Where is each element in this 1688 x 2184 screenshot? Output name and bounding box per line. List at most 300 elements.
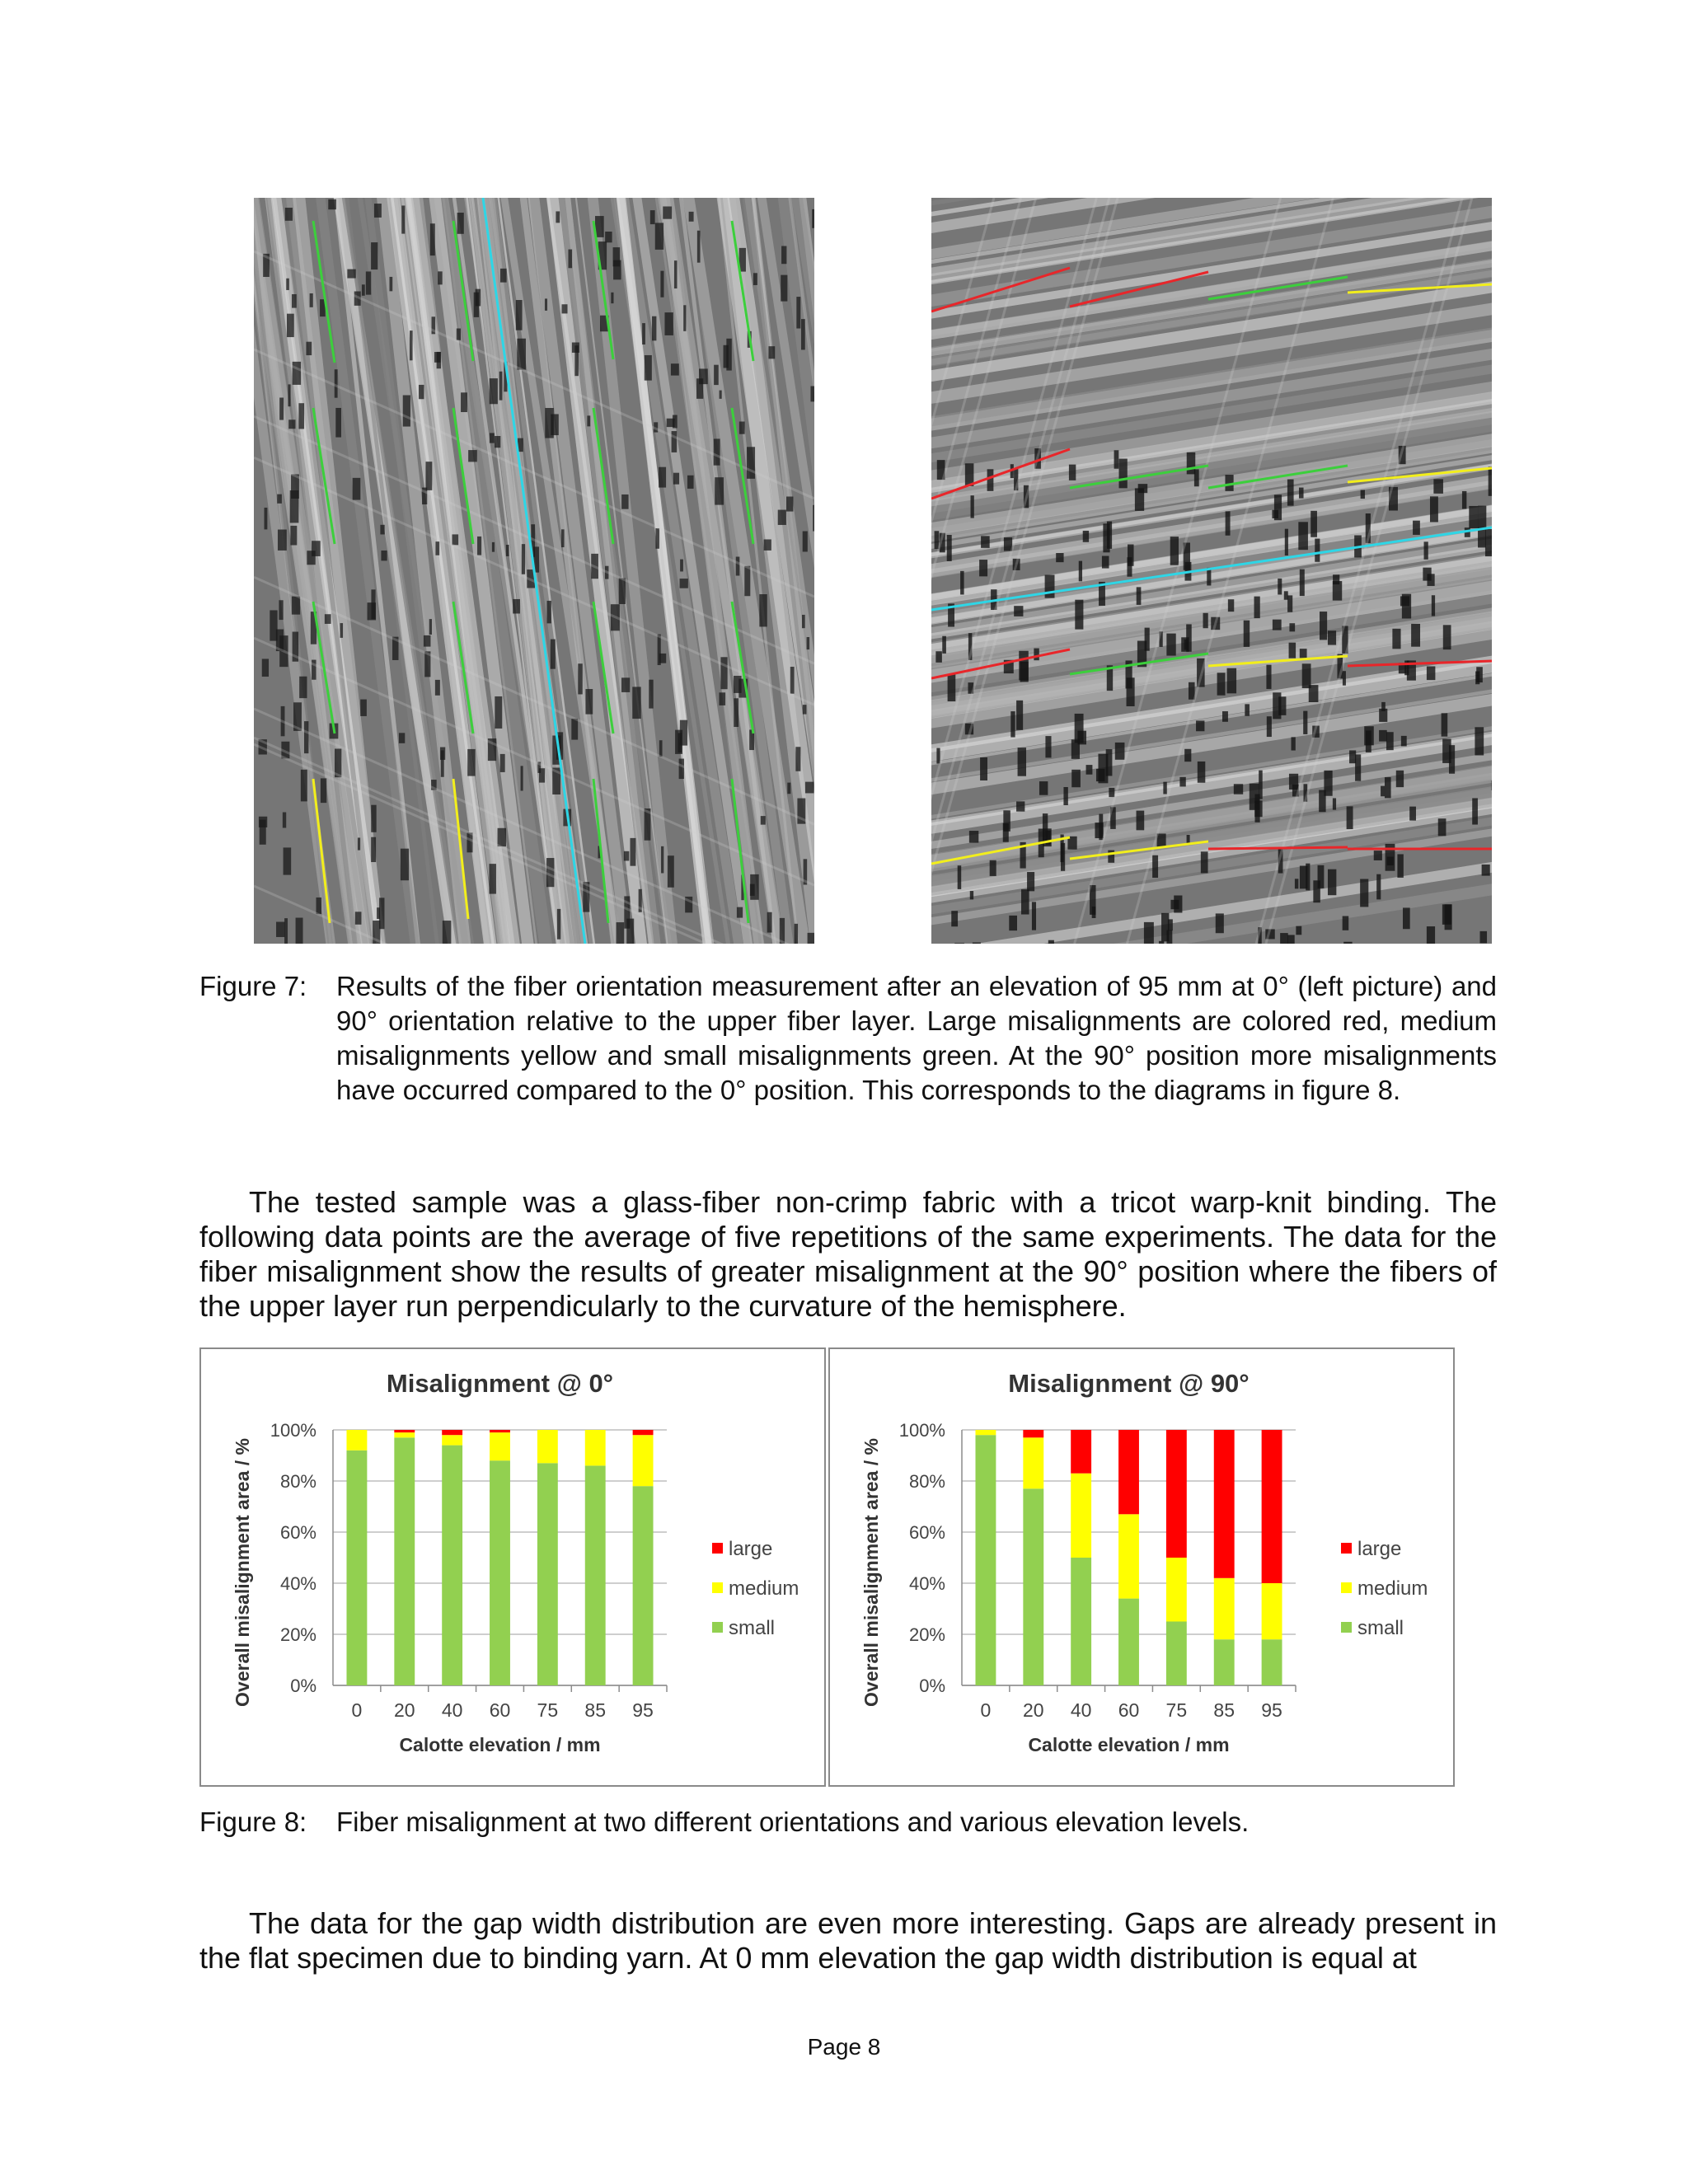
fiber-gap-mark — [562, 304, 568, 313]
fiber-gap-mark — [781, 275, 787, 302]
fiber-gap-mark — [786, 496, 793, 511]
x-tick-label: 40 — [441, 1699, 463, 1721]
fiber-gap-mark — [1302, 663, 1311, 688]
fiber-gap-mark — [1096, 769, 1104, 781]
fiber-gap-mark — [1102, 556, 1109, 569]
fiber-gap-mark — [380, 525, 384, 535]
fiber-gap-mark — [1469, 506, 1478, 528]
fiber-gap-mark — [1273, 692, 1281, 719]
figure-7-label: Figure 7: — [199, 971, 307, 1001]
fiber-gap-mark — [410, 330, 413, 360]
fiber-gap-mark — [1482, 865, 1490, 876]
y-tick-label: 100% — [270, 1420, 316, 1441]
fiber-gap-mark — [942, 636, 946, 654]
fiber-gap-mark — [1361, 490, 1365, 499]
fiber-gap-mark — [971, 495, 974, 518]
fiber-gap-mark — [1319, 790, 1325, 813]
fiber-gap-mark — [279, 600, 283, 620]
fiber-gap-mark — [1079, 561, 1082, 582]
fiber-gap-mark — [1475, 727, 1484, 755]
fiber-gap-mark — [1445, 904, 1452, 930]
fiber-gap-mark — [1462, 491, 1466, 509]
fiber-gap-mark — [697, 231, 701, 263]
fiber-gap-mark — [1300, 569, 1305, 596]
fiber-gap-mark — [1427, 666, 1435, 680]
fiber-gap-mark — [587, 415, 590, 426]
figure-8-caption-text: Fiber misalignment at two different orientations and various elevation levels. — [336, 1807, 1250, 1837]
fiber-gap-mark — [430, 223, 435, 255]
fiber-gap-mark — [1349, 750, 1356, 763]
fiber-gap-mark — [790, 667, 795, 694]
fiber-gap-mark — [1311, 511, 1317, 537]
fiber-gap-mark — [1289, 774, 1298, 790]
fiber-gap-mark — [1423, 568, 1431, 581]
legend-swatch-small — [712, 1622, 723, 1633]
fiber-gap-mark — [1289, 643, 1296, 658]
y-axis-label: Overall misalignment area / % — [232, 1438, 253, 1707]
fiber-gap-mark — [572, 342, 579, 352]
fiber-gap-mark — [969, 831, 978, 842]
bar-medium-85 — [585, 1430, 606, 1465]
fiber-gap-mark — [1227, 668, 1237, 694]
fiber-gap-mark — [299, 677, 307, 698]
fiber-gap-mark — [1424, 541, 1428, 559]
fiber-gap-mark — [477, 537, 481, 555]
fiber-gap-mark — [655, 528, 659, 549]
fiber-gap-mark — [1296, 926, 1301, 935]
bar-small-40 — [1071, 1558, 1091, 1685]
legend-label-large: large — [729, 1538, 773, 1560]
fiber-gap-mark — [668, 855, 674, 888]
chart-misalignment-90-svg — [830, 1349, 1453, 1785]
fiber-gap-mark — [948, 674, 956, 701]
fiber-gap-mark — [1234, 784, 1243, 794]
fiber-gap-mark — [750, 884, 755, 896]
fiber-gap-mark — [781, 246, 786, 264]
fiber-gap-mark — [506, 545, 509, 556]
fiber-gap-mark — [307, 551, 315, 565]
fiber-gap-mark — [1086, 765, 1093, 775]
bar-medium-40 — [442, 1435, 462, 1445]
legend-label-medium: medium — [729, 1577, 799, 1600]
fiber-gap-mark — [452, 534, 458, 545]
bar-small-75 — [537, 1463, 558, 1685]
fiber-gap-mark — [1063, 787, 1067, 805]
fiber-gap-mark — [457, 329, 461, 340]
fiber-gap-mark — [689, 212, 694, 222]
fiber-gap-mark — [1032, 902, 1036, 930]
fiber-gap-mark — [805, 782, 814, 794]
fiber-gap-mark — [1003, 823, 1009, 842]
fiber-gap-mark — [517, 339, 526, 370]
fiber-gap-mark — [1315, 539, 1320, 562]
fiber-gap-mark — [1347, 806, 1353, 829]
fiber-gap-mark — [360, 700, 367, 716]
page-number: Page 8 — [807, 2034, 881, 2060]
fiber-gap-mark — [1392, 629, 1400, 649]
bar-large-20 — [394, 1430, 415, 1432]
fiber-gap-mark — [1144, 922, 1154, 944]
fiber-gap-mark — [659, 467, 666, 488]
fiber-gap-mark — [546, 858, 554, 887]
fiber-gap-mark — [1128, 545, 1133, 566]
fiber-gap-mark — [290, 526, 297, 546]
fiber-gap-mark — [1266, 665, 1271, 689]
fiber-gap-mark — [1300, 649, 1307, 658]
fiber-gap-mark — [645, 355, 652, 381]
bar-small-95 — [633, 1486, 654, 1685]
body-paragraph-2 — [199, 1906, 1497, 1975]
bar-small-20 — [1023, 1488, 1043, 1685]
fiber-gap-mark — [613, 247, 620, 266]
fiber-gap-mark — [1137, 811, 1145, 831]
fiber-gap-mark — [621, 494, 628, 509]
fiber-gap-mark — [288, 419, 295, 429]
fiber-gap-mark — [1289, 623, 1295, 631]
fiber-gap-mark — [795, 747, 800, 771]
bar-large-40 — [442, 1430, 462, 1435]
fiber-gap-mark — [335, 408, 341, 438]
fiber-gap-mark — [551, 640, 556, 669]
fiber-gap-mark — [1273, 620, 1282, 630]
fiber-gap-mark — [1386, 732, 1394, 750]
fiber-gap-mark — [262, 658, 269, 677]
fiber-gap-mark — [1364, 726, 1374, 745]
fiber-gap-mark — [571, 719, 578, 740]
fiber-gap-mark — [371, 805, 376, 832]
x-tick-label: 20 — [393, 1699, 415, 1721]
fiber-gap-mark — [671, 363, 679, 375]
fiber-gap-mark — [1187, 452, 1195, 475]
fiber-gap-mark — [1152, 855, 1158, 878]
fiber-gap-mark — [680, 560, 683, 572]
fiber-gap-mark — [1010, 711, 1015, 737]
fiber-gap-mark — [1217, 673, 1226, 695]
fiber-photo-0-degree — [254, 198, 814, 944]
fiber-gap-mark — [951, 911, 958, 926]
fiber-gap-mark — [316, 898, 322, 914]
fiber-gap-mark — [761, 816, 766, 825]
fiber-gap-mark — [1478, 506, 1486, 528]
fiber-gap-mark — [371, 837, 376, 862]
fiber-gap-mark — [1355, 754, 1361, 780]
fiber-gap-mark — [720, 391, 722, 399]
fiber-gap-mark — [1267, 716, 1272, 737]
fiber-gap-mark — [298, 403, 304, 429]
fiber-gap-mark — [737, 907, 743, 918]
bar-medium-85 — [1214, 1578, 1235, 1639]
fiber-gap-mark — [747, 447, 755, 479]
fiber-gap-mark — [1027, 872, 1034, 891]
legend-swatch-medium — [712, 1582, 723, 1593]
x-tick-label: 95 — [1261, 1699, 1282, 1721]
fiber-gap-mark — [286, 279, 289, 290]
fiber-gap-mark — [467, 749, 475, 776]
fiber-gap-mark — [759, 594, 767, 626]
legend-swatch-large — [1341, 1543, 1352, 1554]
fiber-gap-mark — [265, 508, 268, 529]
fiber-gap-mark — [1228, 599, 1234, 612]
fiber-gap-mark — [547, 601, 551, 623]
fiber-gap-mark — [585, 689, 593, 715]
bar-small-85 — [585, 1465, 606, 1685]
fiber-gap-mark — [578, 663, 582, 694]
fiber-gap-mark — [715, 477, 724, 504]
fiber-gap-mark — [981, 536, 990, 547]
fiber-gap-mark — [734, 698, 738, 727]
fiber-gap-mark — [812, 209, 814, 228]
fiber-gap-mark — [1328, 630, 1336, 644]
fiber-photo-0-graphic — [254, 198, 814, 944]
bar-medium-60 — [490, 1432, 510, 1460]
fiber-gap-mark — [1048, 940, 1054, 944]
fiber-gap-mark — [425, 462, 432, 490]
fiber-gap-mark — [672, 431, 678, 452]
bar-medium-75 — [537, 1430, 558, 1463]
fiber-gap-mark — [521, 766, 523, 790]
fiber-gap-mark — [1108, 851, 1114, 863]
fiber-gap-mark — [787, 783, 790, 794]
fiber-gap-mark — [1287, 480, 1294, 506]
bar-large-60 — [490, 1430, 510, 1432]
fiber-gap-mark — [1083, 531, 1089, 542]
bar-small-75 — [1166, 1622, 1187, 1686]
fiber-gap-mark — [764, 539, 771, 550]
fiber-gap-mark — [435, 680, 440, 696]
fiber-gap-mark — [443, 921, 452, 944]
fiber-gap-mark — [292, 294, 297, 308]
fiber-gap-mark — [500, 269, 507, 283]
fiber-gap-mark — [285, 208, 293, 221]
x-tick-label: 85 — [584, 1699, 607, 1721]
fiber-gap-mark — [371, 589, 375, 619]
fiber-gap-mark — [1280, 933, 1288, 944]
fiber-gap-mark — [1196, 720, 1204, 731]
fiber-gap-mark — [276, 922, 284, 937]
legend-swatch-medium — [1341, 1582, 1352, 1593]
fiber-gap-mark — [947, 535, 952, 561]
fiber-gap-mark — [1115, 743, 1125, 760]
fiber-gap-mark — [401, 205, 405, 233]
bar-small-20 — [394, 1437, 415, 1685]
fiber-gap-mark — [1376, 874, 1381, 900]
fiber-gap-mark — [335, 369, 338, 397]
fiber-gap-mark — [954, 943, 964, 944]
fiber-gap-mark — [808, 933, 814, 944]
bar-medium-20 — [394, 1432, 415, 1437]
fiber-gap-mark — [619, 579, 626, 604]
fiber-gap-mark — [935, 651, 942, 663]
fiber-gap-mark — [803, 531, 808, 551]
fiber-gap-mark — [301, 770, 307, 802]
fiber-gap-mark — [366, 271, 371, 294]
chart-title: Misalignment @ 90° — [1008, 1369, 1250, 1398]
fiber-gap-mark — [399, 733, 405, 743]
figure-8-caption — [199, 1805, 1497, 1842]
body-paragraph-2-text: The data for the gap width distribution are even more interesting. Gaps are already present in the flat specimen due to binding yarn. At 0 mm elevation the gap width distribution is equal at — [199, 1906, 1497, 1975]
fiber-gap-mark — [1056, 553, 1063, 562]
fiber-gap-mark — [277, 494, 282, 504]
fiber-gap-mark — [1014, 606, 1023, 616]
fiber-gap-mark — [1245, 704, 1250, 715]
fiber-gap-mark — [1137, 587, 1142, 605]
fiber-gap-mark — [1343, 942, 1352, 944]
fiber-gap-mark — [1379, 730, 1387, 742]
fiber-gap-mark — [1222, 711, 1228, 722]
legend-label-small: small — [1357, 1617, 1404, 1639]
fiber-gap-mark — [1343, 671, 1346, 685]
y-tick-label: 80% — [279, 1471, 316, 1492]
y-tick-label: 0% — [290, 1675, 316, 1696]
fiber-gap-mark — [655, 223, 663, 249]
fiber-gap-mark — [474, 293, 479, 317]
fiber-gap-mark — [440, 748, 445, 760]
fiber-gap-mark — [495, 696, 502, 729]
fiber-gap-mark — [1184, 749, 1191, 762]
bar-small-40 — [442, 1446, 462, 1685]
fiber-gap-mark — [617, 922, 625, 944]
fiber-gap-mark — [667, 419, 675, 427]
fiber-gap-mark — [1043, 828, 1052, 846]
bar-medium-75 — [1166, 1558, 1187, 1622]
y-tick-label: 60% — [279, 1522, 316, 1543]
fiber-gap-mark — [680, 579, 688, 588]
fiber-gap-mark — [1075, 714, 1084, 743]
fiber-gap-mark — [1071, 770, 1081, 787]
fiber-gap-mark — [1396, 771, 1404, 787]
body-paragraph-1-text: The tested sample was a glass-fiber non-crimp fabric with a tricot warp-knit binding. The following data points are the average of five repetitions of the same experiments. The data for the fiber misalignment show the results of greater misalignment at the 90° position where the fibers of the upper layer run perpendicularly to the curvature of the hemisphere. — [199, 1185, 1497, 1323]
x-tick-label: 40 — [1070, 1699, 1092, 1721]
fiber-gap-mark — [960, 571, 964, 595]
fiber-gap-mark — [1433, 479, 1443, 494]
fiber-gap-mark — [630, 838, 635, 866]
fiber-gap-mark — [1034, 649, 1039, 661]
bar-large-20 — [1023, 1430, 1043, 1437]
fiber-gap-mark — [292, 597, 300, 615]
fiber-gap-mark — [499, 372, 503, 401]
bar-small-85 — [1214, 1639, 1235, 1685]
fiber-gap-mark — [674, 260, 678, 288]
figure-7-caption-text: Results of the fiber orientation measurement after an elevation of 95 mm at 0° (left picture) and 90° orientation relative to the upper fiber layer. Large misalignments are colored red, medium misalignments yellow and small misalignments green. At the 90° position more misalignments have occurred compared to the 0° position. This corresponds to the diagrams in figure 8. — [336, 971, 1497, 1105]
fiber-gap-mark — [468, 450, 477, 462]
fiber-gap-mark — [490, 433, 495, 443]
x-tick-label: 95 — [632, 1699, 654, 1721]
fiber-gap-mark — [467, 832, 472, 852]
fiber-gap-mark — [429, 619, 432, 635]
fiber-gap-mark — [767, 912, 772, 933]
chart-title: Misalignment @ 0° — [386, 1369, 614, 1398]
x-axis-label: Calotte elevation / mm — [1028, 1734, 1230, 1755]
fiber-gap-mark — [1413, 521, 1420, 535]
x-axis-label: Calotte elevation / mm — [399, 1734, 601, 1755]
fiber-gap-mark — [284, 918, 288, 944]
fiber-gap-mark — [340, 623, 344, 638]
fiber-gap-mark — [284, 847, 292, 874]
fiber-gap-mark — [1184, 640, 1189, 650]
fiber-gap-mark — [424, 635, 431, 647]
fiber-gap-mark — [1328, 869, 1336, 896]
fiber-gap-mark — [1411, 624, 1420, 647]
fiber-gap-mark — [661, 846, 663, 874]
bar-large-95 — [633, 1430, 654, 1435]
fiber-gap-mark — [652, 316, 656, 341]
fiber-gap-mark — [1379, 709, 1387, 722]
fiber-gap-mark — [259, 817, 267, 827]
fiber-gap-mark — [288, 384, 290, 406]
fiber-gap-mark — [1295, 879, 1298, 888]
fiber-gap-mark — [1009, 916, 1017, 930]
fiber-gap-mark — [1016, 801, 1025, 811]
fiber-gap-mark — [1285, 529, 1288, 555]
fiber-gap-mark — [810, 387, 814, 402]
fiber-gap-mark — [796, 297, 800, 328]
y-tick-label: 40% — [908, 1573, 945, 1594]
fiber-photo-90-degree — [931, 198, 1492, 944]
fiber-gap-mark — [768, 346, 775, 359]
fiber-gap-mark — [801, 319, 805, 349]
fiber-gap-mark — [1099, 814, 1103, 841]
fiber-gap-mark — [374, 204, 382, 218]
bar-large-85 — [1214, 1430, 1235, 1578]
bar-medium-60 — [1118, 1514, 1139, 1598]
fiber-gap-mark — [1442, 713, 1448, 736]
fiber-gap-mark — [516, 300, 523, 330]
fiber-gap-mark — [802, 615, 805, 628]
fiber-gap-mark — [561, 529, 565, 547]
chart-misalignment-0 — [199, 1347, 826, 1787]
bar-medium-20 — [1023, 1437, 1043, 1488]
fiber-gap-mark — [1244, 621, 1250, 647]
legend-label-large: large — [1357, 1538, 1402, 1560]
fiber-gap-mark — [545, 408, 554, 438]
fiber-gap-mark — [371, 242, 377, 269]
legend-label-medium: medium — [1357, 1577, 1428, 1600]
bar-small-60 — [1118, 1599, 1139, 1685]
fiber-gap-mark — [739, 421, 745, 434]
fiber-gap-mark — [990, 860, 996, 876]
fiber-gap-mark — [1106, 749, 1113, 776]
chart-misalignment-0-svg — [201, 1349, 824, 1785]
fiber-gap-mark — [1216, 913, 1224, 933]
fiber-gap-mark — [642, 323, 645, 344]
bar-medium-95 — [633, 1435, 654, 1486]
fiber-gap-mark — [1145, 628, 1150, 651]
fiber-gap-mark — [1198, 762, 1205, 783]
fiber-gap-mark — [1287, 935, 1295, 944]
fiber-gap-mark — [663, 206, 672, 218]
fiber-gap-mark — [973, 943, 981, 944]
fiber-gap-mark — [1472, 798, 1478, 824]
legend-swatch-small — [1341, 1622, 1352, 1633]
fiber-gap-mark — [1203, 613, 1208, 628]
fiber-gap-mark — [632, 687, 640, 719]
y-tick-label: 100% — [898, 1420, 945, 1441]
fiber-gap-mark — [1226, 511, 1231, 535]
fiber-gap-mark — [1157, 834, 1166, 848]
fiber-gap-mark — [624, 851, 629, 861]
fiber-gap-mark — [1489, 466, 1492, 496]
fiber-gap-mark — [321, 778, 326, 803]
fiber-gap-mark — [1254, 794, 1259, 823]
fiber-gap-mark — [278, 530, 287, 551]
fiber-gap-mark — [1161, 913, 1169, 942]
fiber-gap-mark — [650, 210, 655, 224]
fiber-gap-mark — [1306, 864, 1310, 891]
bar-small-60 — [490, 1460, 510, 1685]
fiber-gap-mark — [1381, 786, 1385, 797]
fiber-gap-mark — [293, 362, 301, 385]
fiber-gap-mark — [1427, 926, 1435, 944]
